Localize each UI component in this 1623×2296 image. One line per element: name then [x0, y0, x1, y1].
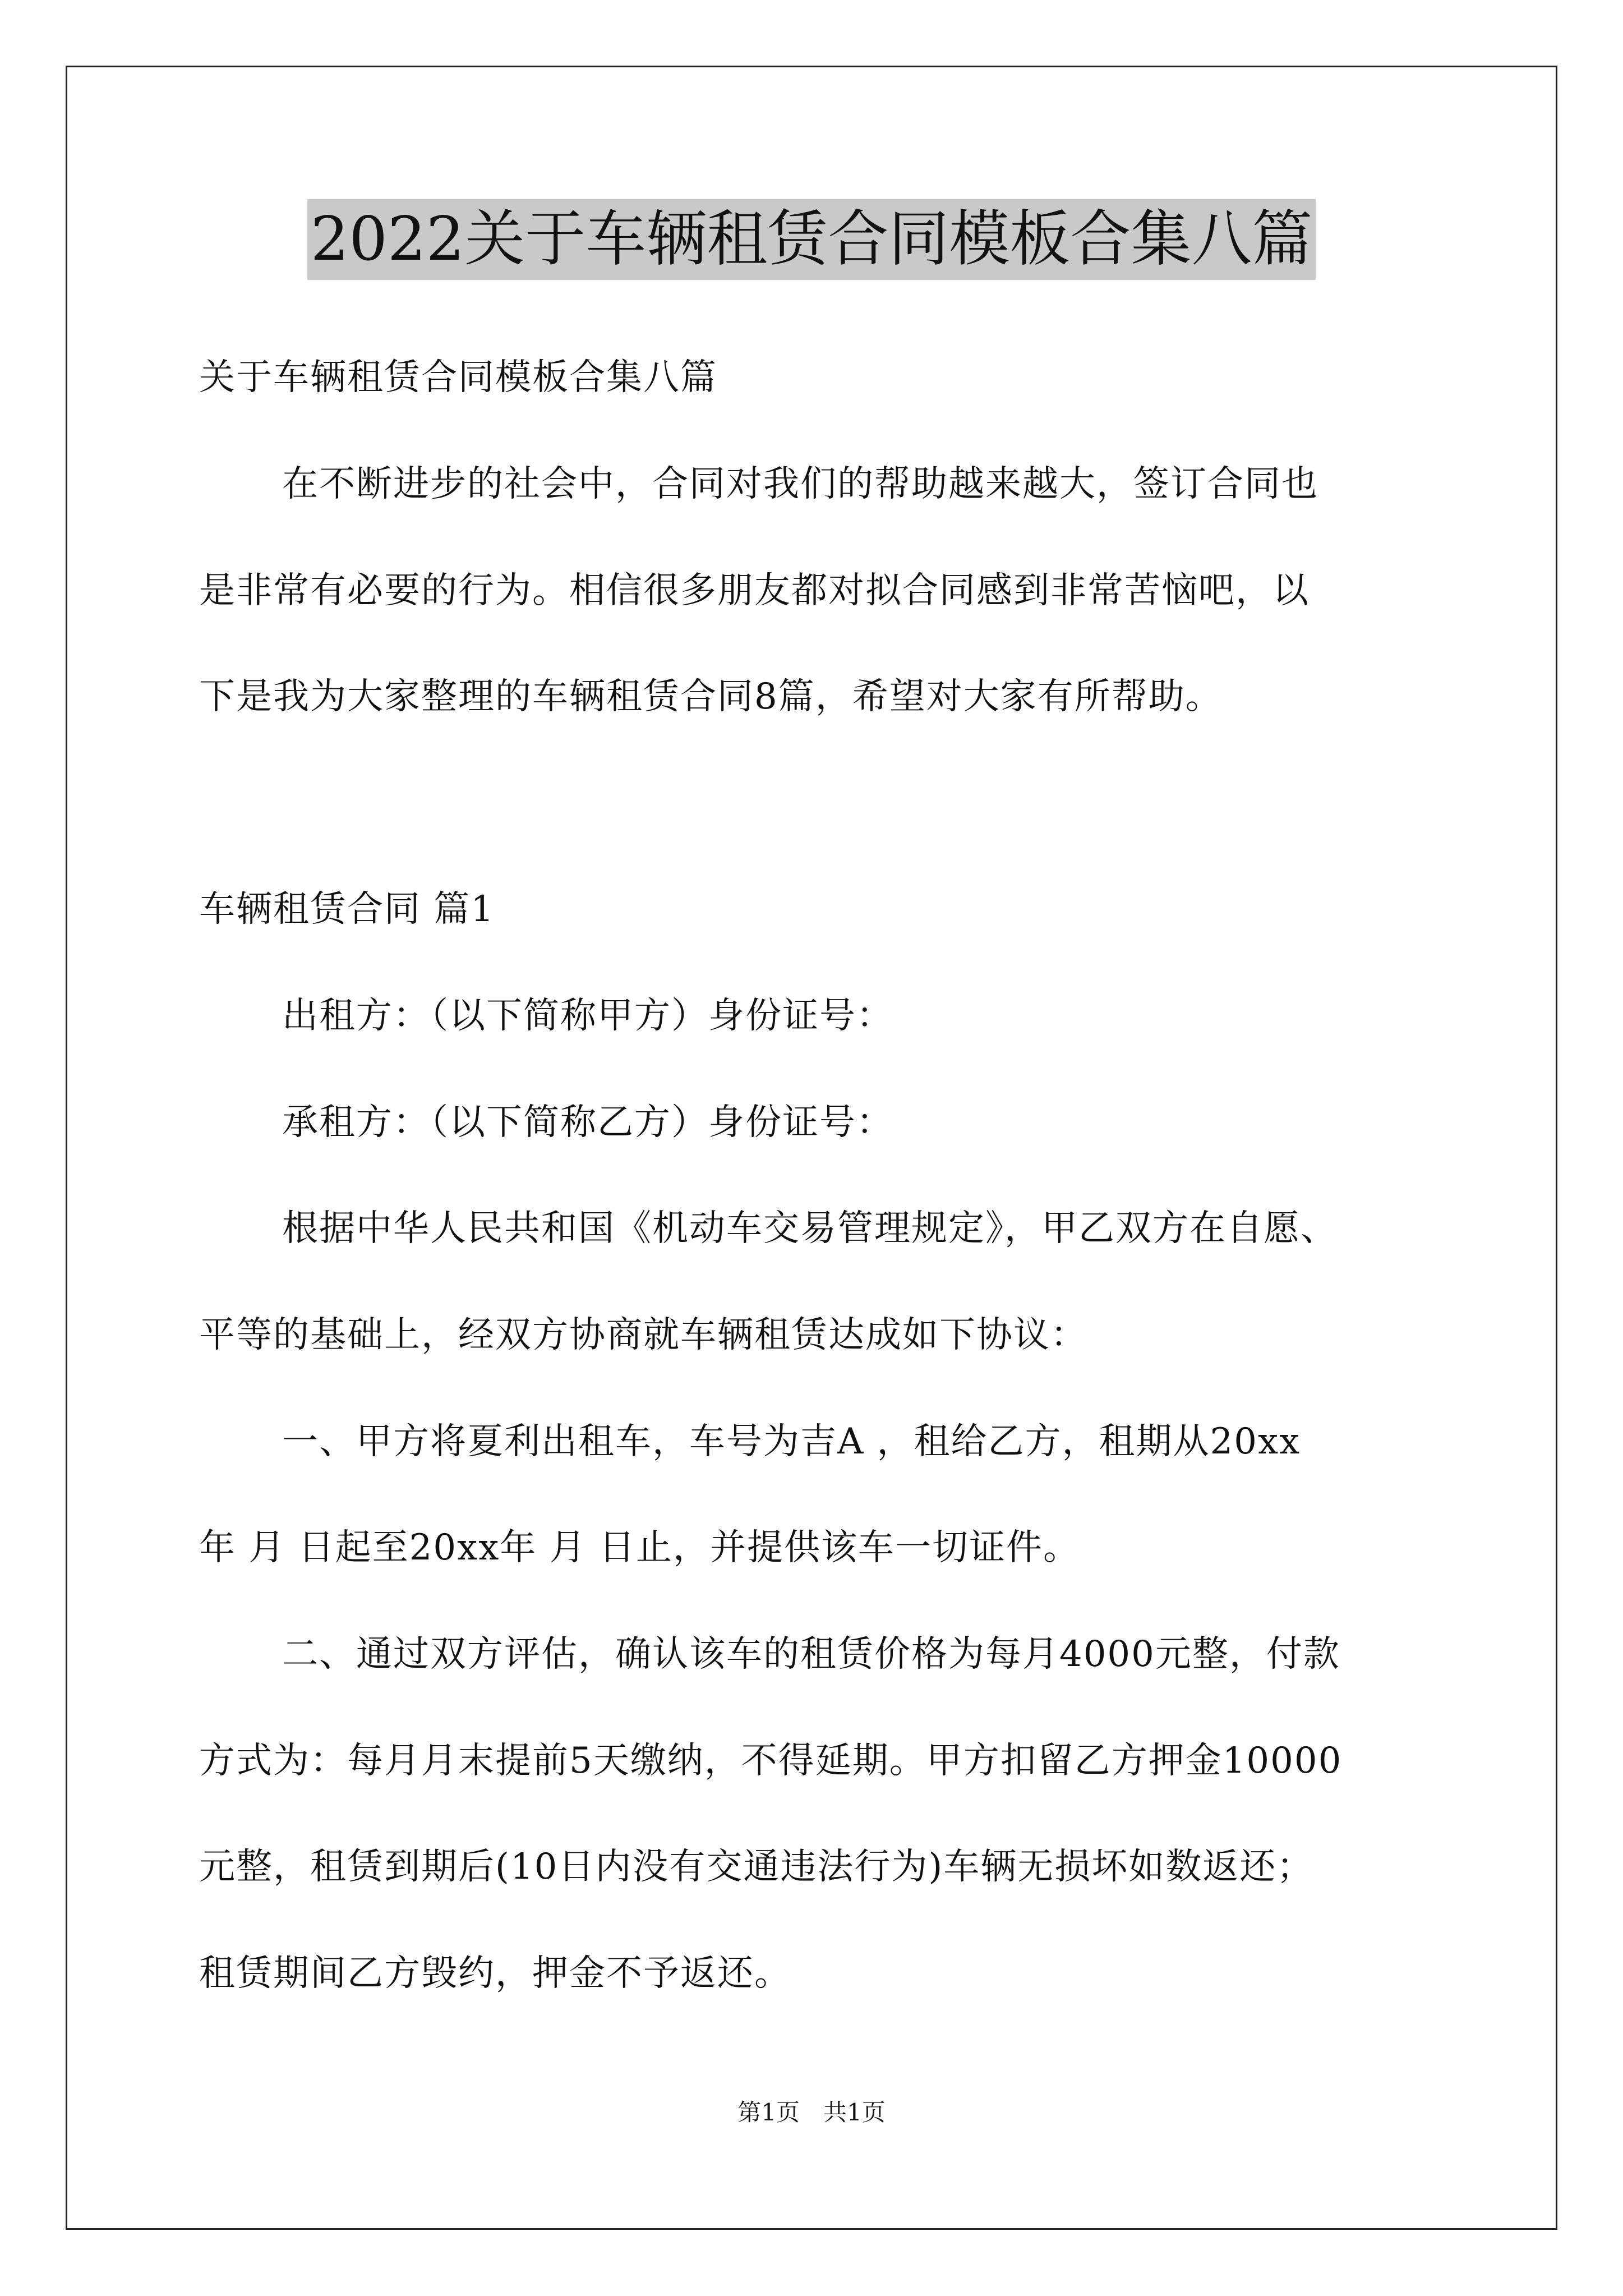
section-heading: 车辆租赁合同 篇1	[199, 889, 495, 930]
contract-paragraph-line: 平等的基础上，经双方协商就车辆租赁达成如下协议：	[199, 1314, 1087, 1356]
intro-paragraph-line: 下是我为大家整理的车辆租赁合同8篇，希望对大家有所帮助。	[199, 676, 1223, 717]
clause-two-line: 元整，租赁到期后(10日内没有交通违法行为)车辆无损坏如数返还；	[199, 1846, 1314, 1888]
title-container	[0, 199, 1623, 280]
intro-paragraph-line: 在不断进步的社会中，合同对我们的帮助越来越大，签订合同也	[282, 463, 1318, 505]
clause-one-line: 一、甲方将夏利出租车，车号为吉A ，租给乙方，租期从20xx	[282, 1421, 1301, 1462]
page-footer: 第1页 共1页	[737, 2099, 886, 2126]
subtitle-line: 关于车辆租赁合同模板合集八篇	[199, 357, 717, 398]
lessor-line: 出租方：（以下简称甲方）身份证号：	[282, 995, 893, 1037]
intro-paragraph-line: 是非常有必要的行为。相信很多朋友都对拟合同感到非常苦恼吧，以	[199, 570, 1310, 611]
clause-two-line: 二、通过双方评估，确认该车的租赁价格为每月4000元整，付款	[282, 1634, 1340, 1675]
clause-two-line: 方式为：每月月末提前5天缴纳，不得延期。甲方扣留乙方押金10000	[199, 1740, 1343, 1782]
clause-two-line: 租赁期间乙方毁约，押金不予返还。	[199, 1953, 791, 1994]
lessee-line: 承租方：（以下简称乙方）身份证号：	[282, 1102, 893, 1143]
document-title: 2022关于车辆租赁合同模板合集八篇	[307, 199, 1316, 280]
contract-paragraph-line: 根据中华人民共和国《机动车交易管理规定》，甲乙双方在自愿、	[282, 1208, 1338, 1249]
clause-one-line: 年 月 日起至20xx年 月 日止，并提供该车一切证件。	[199, 1527, 1080, 1568]
